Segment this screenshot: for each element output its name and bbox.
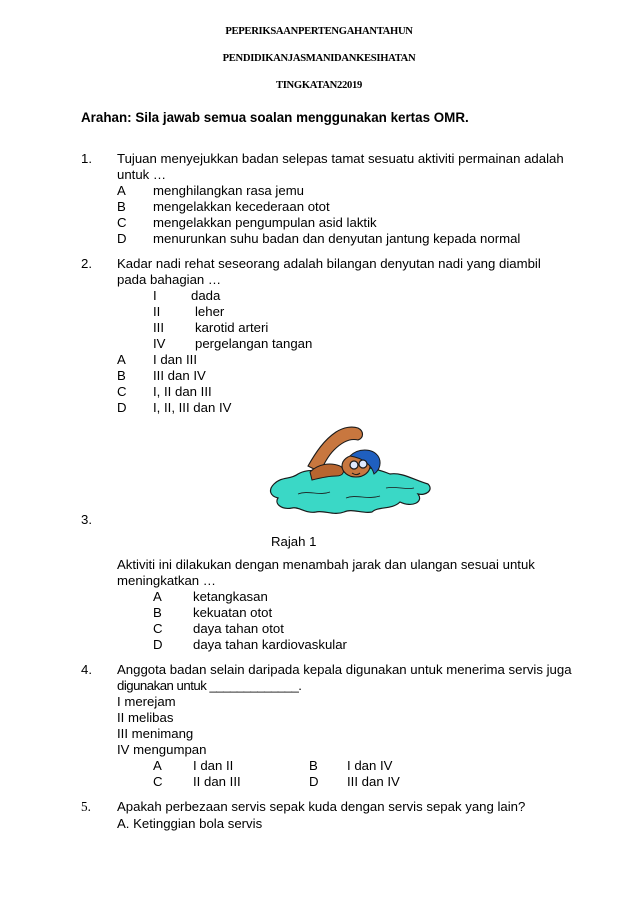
q4-option-letter: B [309,758,318,773]
q5-stem-line1: Apakah perbezaan servis sepak kuda dengan servis sepak yang lain? [117,799,526,814]
q2-stem-line2: pada bahagian … [117,272,222,287]
q1-option-text: menghilangkan rasa jemu [153,183,305,198]
q2-item-roman: II [153,304,161,319]
swimmer-illustration [268,418,440,518]
q4-item-roman: I [117,694,121,709]
q4-option-text: I dan II [193,758,234,773]
q4-item-text: menimang [131,726,194,741]
q4-option-letter: A [153,758,162,773]
q1-stem-line2: untuk … [117,167,167,182]
exam-form-year: TINGKATAN22019 [275,80,363,91]
q2-option-text: III dan IV [153,368,206,383]
instruction: Arahan: Sila jawab semua soalan menggunakan kertas OMR. [81,110,469,125]
q4-item-roman: III [117,726,128,741]
q4-option-text: II dan III [193,774,241,789]
q4-item [117,694,176,709]
q5-option [117,816,262,831]
q2-option-letter: D [117,400,127,415]
q1-option-text: menurunkan suhu badan dan denyutan jantung kepada normal [153,231,521,246]
q2-item-text: pergelangan tangan [195,336,313,351]
q2-item-text: dada [191,288,221,303]
q2-item-roman: I [153,288,157,303]
q2-number: 2. [81,256,92,271]
q1-option-letter: B [117,199,126,214]
q4-item-roman: IV [117,742,130,757]
q2-option-text: I, II, III dan IV [153,400,232,415]
q3-option-letter: D [153,637,163,652]
q3-number: 3. [81,512,92,527]
q2-item-text: leher [195,304,225,319]
q1-option-text: mengelakkan kecederaan otot [153,199,330,214]
q3-option-letter: A [153,589,162,604]
q3-option-text: daya tahan otot [193,621,284,636]
q3-stem-line2: meningkatkan … [117,573,216,588]
exam-title: PEPERIKSAANPERTENGAHANTAHUN [225,26,413,37]
q2-item-roman: III [153,320,164,335]
q4-item [117,710,173,725]
q4-option-letter: D [309,774,319,789]
q2-option-letter: B [117,368,126,383]
q2-option-letter: C [117,384,127,399]
q2-option-letter: A [117,352,126,367]
q5-option-text: Ketinggian bola servis [133,816,263,831]
q5-option-letter: A. [117,816,130,831]
q4-stem-line2: digunakan untuk _____________. [117,678,302,693]
q3-option-letter: B [153,605,162,620]
q3-stem-line1: Aktiviti ini dilakukan dengan menambah jarak dan ulangan sesuai untuk [117,557,535,572]
q4-item-roman: II [117,710,125,725]
q1-number: 1. [81,151,92,166]
q3-option-text: daya tahan kardiovaskular [193,637,347,652]
q1-option-text: mengelakkan pengumpulan asid laktik [153,215,377,230]
figure-caption: Rajah 1 [271,534,317,549]
q5-number: 5. [81,799,91,814]
q4-number: 4. [81,662,92,677]
q3-option-letter: C [153,621,163,636]
swimmer-icon [268,418,440,518]
q3-option-text: ketangkasan [193,589,268,604]
q2-item-roman: IV [153,336,166,351]
q4-stem-line1: Anggota badan selain daripada kepala digunakan untuk menerima servis juga [117,662,572,677]
q4-item-text: merejam [124,694,176,709]
q4-option-letter: C [153,774,163,789]
q1-option-letter: A [117,183,126,198]
q2-option-text: I dan III [153,352,197,367]
q4-item [117,742,206,757]
q1-stem-line1: Tujuan menyejukkan badan selepas tamat sesuatu aktiviti permainan adalah [117,151,564,166]
q4-item-text: melibas [128,710,174,725]
q4-item [117,726,193,741]
q4-option-text: III dan IV [347,774,400,789]
q4-item-text: mengumpan [133,742,207,757]
q2-stem-line1: Kadar nadi rehat seseorang adalah bilangan denyutan nadi yang diambil [117,256,541,271]
exam-subject: PENDIDIKANJASMANIDANKESIHATAN [222,53,416,64]
q2-option-text: I, II dan III [153,384,212,399]
q2-item-text: karotid arteri [195,320,269,335]
q4-option-text: I dan IV [347,758,393,773]
q3-option-text: kekuatan otot [193,605,273,620]
q1-option-letter: D [117,231,127,246]
q1-option-letter: C [117,215,127,230]
